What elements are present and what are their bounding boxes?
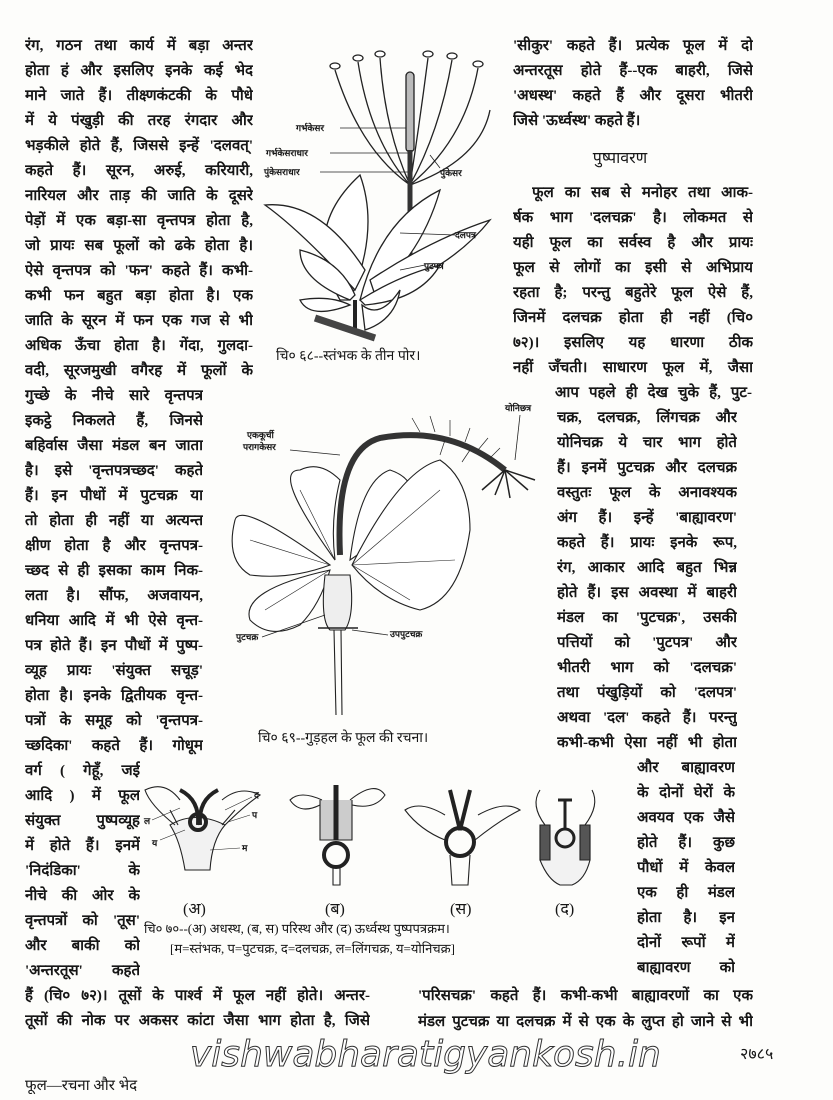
right-text-line: होता है। इन [637,910,735,926]
left-text-line: में ये पंखुड़ी की तरह रंगदार और [25,113,253,129]
right-text-line: तथा पंखुड़ियों को 'दलपत्र' [557,685,737,701]
label-pistil: गर्भकेसर [296,123,325,133]
right-text-line: कभी-कभी ऐसा नहीं भी होता [557,735,737,751]
label-l: ल [144,816,151,826]
left-text-line: है। इसे 'वृन्तपत्रच्छद' कहते [25,463,203,479]
left-text-line: कभी फन बहुत बड़ा होता है। एक [25,288,253,304]
label-staminal-tube-1: एककूर्ची [247,430,274,440]
right-text-line: एक ही मंडल [637,885,735,901]
left-text-line: इकट्ठे निकलते हैं, जिनसे [25,413,203,429]
left-text-line: वृन्तपत्रों को 'तूस' [25,913,140,929]
right-text-line: होते हैं। इस अवस्था में बाहरी [557,585,737,601]
left-text-line: तूसों की नोक पर अकसर कांटा जैसा भाग होता है, जिसे [25,1013,370,1029]
left-text-line: होता है। इनके द्वितीयक वृन्त- [25,688,203,704]
left-text-line: आदि ) में फूल [25,788,140,804]
figure-70-caption-line1: चि० ७०--(अ) अधस्थ, (ब, स) परिस्थ और (द) ऊर्ध्वस्थ पुष्पपत्रक्रम। [144,921,450,936]
letter-c: (स) [450,901,472,918]
right-text-line: रंग, आकार आदि बहुत भिन्न [557,560,737,576]
right-text-line: भीतरी भाग को 'दलचक्र' [557,660,737,676]
left-text-line: और बाकी को [25,938,140,954]
right-text-line: फूल से लोगों का इसी से अभिप्राय [513,260,753,276]
right-text-line: अवयव एक जैसे [637,810,735,826]
left-text-line: अधिक ऊँचा होता है। गेंदा, गुलदा- [25,338,253,354]
left-text-line: भड़कीले होते हैं, जिससे इन्हें 'दलवत्' [25,138,253,154]
left-text-line: होता हं और इसलिए इनके कई भेद [25,63,253,79]
left-text-line: नीचे की ओर के [25,888,140,904]
left-text-line: च्छदिका' कहते हैं। गोधूम [25,738,203,754]
right-text-line: पत्तियों को 'पुटपत्र' और [557,635,737,651]
left-text-line: च्छद से ही इसका काम निक- [25,563,203,579]
right-text-line: बाह्यावरण को [637,960,735,976]
right-text-line: 'अधस्थ' कहते हैं और दूसरा भीतरी [513,88,753,104]
left-text-line: पत्रों के समूह को 'वृन्तपत्र- [25,713,203,729]
figure-70-caption-line2: [म=स्तंभक, प=पुटचक्र, द=दलचक्र, ल=लिंगचक्र, य=योनिचक्र] [170,941,455,956]
left-text-line: 'निदंडिका' के [25,863,140,879]
diagram-c-perigynous [405,790,520,885]
right-text-line: अथवा 'दल' कहते हैं। परन्तु [557,710,737,726]
label-petal: दलपत्र [455,230,476,240]
section-heading: पुष्पावरण [592,150,648,167]
left-text-line: बहिर्वास जैसा मंडल बन जाता [25,438,203,454]
right-text-line: हैं। इनमें पुटचक्र और दलचक्र [557,460,737,476]
diagram-a-hypogynous [145,787,260,870]
letter-b: (ब) [325,901,345,918]
label-calyx: पुटचक्र [236,632,259,642]
left-text-line: में होते हैं। इनमें [25,838,140,854]
left-text-line: कहते हैं। सूरन, अरुई, करियारी, [25,163,253,179]
left-text-line: वर्ग ( गेहूँ, जई [25,763,140,779]
left-text-line: नारियल और ताड़ की जाति के दूसरे [25,188,253,204]
left-text-line: वदी, सूरजमुखी वगैरह में फूलों के [25,363,253,379]
left-text-line: 'अन्तरतूस' कहते [25,963,140,979]
left-text-line: रंग, गठन तथा कार्य में बड़ा अन्तर [25,38,253,54]
label-p: प [252,810,258,820]
right-text-line: और बाह्यावरण [637,760,735,776]
right-text-line: वस्तुतः फूल के अनावश्यक [557,485,737,501]
left-text-line: संयुक्त पुष्पव्यूह [25,813,140,829]
left-text-line: जाति के सूरन में फन एक गज से भी [25,313,253,329]
right-text-line: 'सीकुर' कहते हैं। प्रत्येक फूल में दो [513,38,753,54]
label-y: य [152,838,158,848]
left-text-line: पत्र होते हैं। इन पौधों में पुष्प- [25,638,203,654]
diagram-d-epigynous [536,790,595,885]
running-title: फूल—रचना और भेद [25,1078,138,1094]
figure-68-caption: चि० ६८--स्तंभक के तीन पोर। [276,349,421,364]
letter-a: (अ) [183,901,206,918]
page-number: २७८५ [740,1046,774,1063]
right-text-line: र्षक भाग 'दलचक्र' है। लोकमत से [513,210,753,226]
right-text-line: योनिचक्र ये चार भाग होते [557,435,737,451]
right-text-line: जिनमें दलचक्र होता ही नहीं (चि० [513,310,753,326]
right-text-line: नहीं जँचती। साधारण फूल में, जैसा [513,360,753,376]
letter-d: (द) [555,901,575,918]
left-text-line: धनिया आदि में भी ऐसे वृन्त- [25,613,203,629]
left-text-line: माने जाते हैं। तीक्ष्णकंटकी के पौधे [25,88,253,104]
watermark: vishwabharatigyankosh.in [190,1034,661,1075]
label-androphore: पुंकेसराधार [264,167,300,177]
label-stamen: पुंकेसर [440,168,462,178]
left-text-line: जो प्रायः सब फूलों को ढके होता है। [25,238,253,254]
right-text-line: कहते हैं। प्रायः इनके रूप, [557,535,737,551]
right-text-line: फूल का सब से मनोहर तथा आक- [532,185,753,201]
right-text-line: जिसे 'ऊर्ध्वस्थ' कहते हैं। [513,113,641,129]
right-text-line: के दोनों घेरों के [637,785,735,801]
label-stigma: योनिछत्र [505,403,532,413]
right-text-line: मंडल पुटचक्र या दलचक्र में से एक के लुप्त हो जाने से भी [418,1014,753,1030]
diagram-b-perigynous [290,785,385,885]
left-text-line: क्षीण होता है और वृन्तपत्र- [25,538,203,554]
left-text-line: हैं (चि० ७२)। तूसों के पार्श्व में फूल नहीं होते। अन्तर- [25,988,370,1004]
right-text-line: मंडल का 'पुटचक्र', उसकी [557,610,737,626]
label-gynophore: गर्भकेसराधार [266,148,308,158]
right-text-line: 'परिसचक्र' कहते हैं। कभी-कभी बाह्यावरणों का एक [418,988,753,1004]
right-text-line: आप पहले ही देख चुके हैं, पुट- [555,385,752,401]
left-text-line: लता है। सौंफ, अजवायन, [25,588,203,604]
label-epicalyx: उपपुटचक्र [390,629,423,639]
right-text-line: होते हैं। कुछ [637,835,735,851]
label-sepal: पुटपत्र [424,261,444,271]
label-m: म [242,843,248,853]
left-text-line: व्यूह प्रायः 'संयुक्त सचूड़' [25,663,203,679]
right-text-line: चक्र, दलचक्र, लिंगचक्र और [557,410,737,426]
left-text-line: तो होता ही नहीं या अत्यन्त [25,513,203,529]
label-d: द [254,790,259,800]
right-text-line: दोनों रूपों में [637,935,735,951]
left-text-line: ऐसे वृन्तपत्र को 'फन' कहते हैं। कभी- [25,263,253,279]
left-text-line: गुच्छे के नीचे सारे वृन्तपत्र [25,388,203,404]
right-text-line: यही फूल का सर्वस्व है और प्रायः [513,235,753,251]
label-staminal-tube-2: परागकेसर [243,442,276,452]
right-text-line: पौधों में केवल [637,860,735,876]
right-text-line: अंग हैं। इन्हें 'बाह्यावरण' [557,510,737,526]
right-text-line: अन्तरतूस होते हैं--एक बाहरी, जिसे [513,63,753,79]
left-text-line: हैं। इन पौधों में पुटचक्र या [25,488,203,504]
right-text-line: रहता है; परन्तु बहुतेरे फूल ऐसे हैं, [513,285,753,301]
figure-69-caption: चि० ६९--गुड़हल के फूल की रचना। [258,731,429,746]
right-text-line: ७२)। इसलिए यह धारणा ठीक [513,335,753,351]
left-text-line: पेड़ों में एक बड़ा-सा वृन्तपत्र होता है, [25,213,253,229]
